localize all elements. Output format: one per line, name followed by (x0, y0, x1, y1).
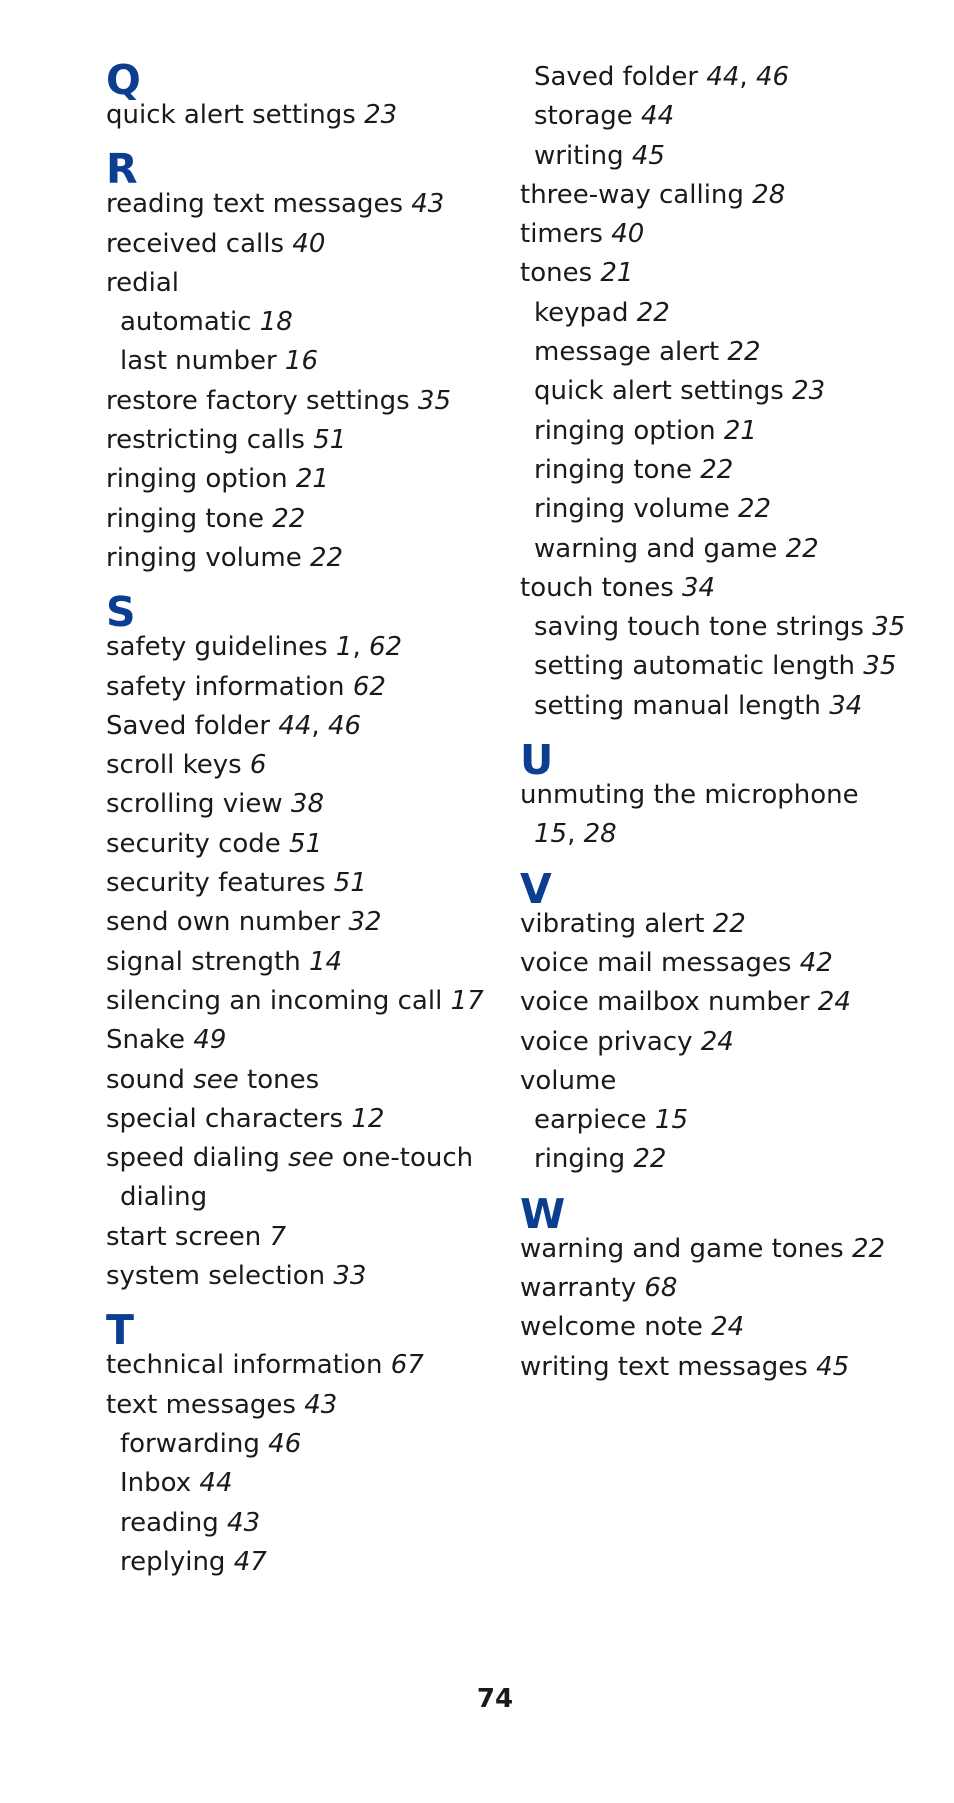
index-entry: ringing tone 22 (106, 503, 306, 534)
index-entry: text messages 43 (106, 1389, 338, 1420)
index-subentry: warning and game 22 (534, 533, 819, 564)
index-left-column (106, 58, 506, 1582)
index-entry: three-way calling 28 (520, 179, 786, 210)
index-subentry: quick alert settings 23 (534, 376, 826, 407)
index-entry: quick alert settings 23 (106, 100, 398, 130)
index-entry: vibrating alert 22 (520, 908, 746, 939)
index-entry: ringing volume 22 (106, 542, 344, 573)
index-entry: special characters 12 (106, 1103, 385, 1134)
index-subentry: setting automatic length 35 (534, 651, 897, 682)
index-entry: received calls 40 (106, 228, 326, 259)
index-entry: unmuting the microphone (520, 780, 859, 811)
index-entry: send own number 32 (106, 907, 382, 938)
index-right-column (520, 58, 940, 1387)
index-entry: safety information 62 (106, 671, 386, 702)
index-subentry: earpiece 15 (534, 1105, 688, 1136)
index-subentry: writing 45 (534, 140, 665, 171)
index-entry: silencing an incoming call 17 (106, 985, 484, 1016)
section-letter-q: Q (106, 56, 141, 104)
index-entry: voice privacy 24 (520, 1026, 734, 1057)
index-entry: redial (106, 267, 179, 298)
index-subentry: automatic 18 (120, 307, 293, 338)
index-entry: warranty 68 (520, 1273, 678, 1304)
index-entry: volume (520, 1065, 617, 1096)
index-entry: safety guidelines 1, 62 (106, 632, 403, 663)
index-entry: security code 51 (106, 828, 323, 859)
page-number: 74 (476, 1684, 514, 1714)
index-entry: scrolling view 38 (106, 789, 325, 820)
index-entry: welcome note 24 (520, 1312, 745, 1343)
index-subentry: message alert 22 (534, 337, 761, 368)
index-subentry: forwarding 46 (120, 1428, 302, 1459)
index-subentry: last number 16 (120, 346, 318, 377)
index-entry: warning and game tones 22 (520, 1233, 886, 1264)
index-entry: Saved folder 44, 46 (106, 710, 362, 741)
index-subentry: saving touch tone strings 35 (534, 612, 906, 643)
index-entry: security features 51 (106, 868, 367, 899)
index-subentry: storage 44 (534, 101, 675, 132)
index-entry: start screen 7 (106, 1221, 287, 1252)
index-subentry: replying 47 (120, 1546, 267, 1577)
index-subentry: setting manual length 34 (534, 690, 863, 721)
index-entry: timers 40 (520, 219, 645, 250)
index-entry: restricting calls 51 (106, 425, 347, 456)
index-subentry: ringing option 21 (534, 415, 757, 446)
index-entry: sound see tones (106, 1064, 320, 1095)
index-entry: ringing option 21 (106, 464, 329, 495)
index-entry: system selection 33 (106, 1261, 367, 1292)
index-entry-continuation: dialing (120, 1182, 208, 1213)
index-entry: voice mailbox number 24 (520, 987, 851, 1018)
index-subentry: Saved folder 44, 46 (534, 62, 790, 92)
index-subentry: Inbox 44 (120, 1468, 233, 1499)
index-entry-continuation: 15, 28 (534, 819, 617, 850)
section-letter-v: V (520, 864, 552, 913)
section-letter-u: U (520, 736, 554, 785)
index-subentry: ringing tone 22 (534, 454, 734, 485)
index-entry: touch tones 34 (520, 572, 716, 603)
index-entry: technical information 67 (106, 1350, 424, 1381)
section-letter-t: T (106, 1306, 134, 1355)
index-subentry: ringing 22 (534, 1144, 667, 1175)
section-letter-r: R (106, 145, 138, 194)
index-entry: scroll keys 6 (106, 750, 267, 781)
index-subentry: ringing volume 22 (534, 494, 772, 525)
index-entry: voice mail messages 42 (520, 947, 833, 978)
index-entry: speed dialing see one-touch (106, 1143, 474, 1174)
index-entry: tones 21 (520, 258, 634, 289)
index-entry: writing text messages 45 (520, 1351, 850, 1382)
index-entry: signal strength 14 (106, 946, 343, 977)
index-entry: restore factory settings 35 (106, 385, 452, 416)
index-subentry: reading 43 (120, 1507, 261, 1538)
index-entry: reading text messages 43 (106, 189, 445, 220)
section-letter-s: S (106, 588, 136, 637)
index-subentry: keypad 22 (534, 297, 670, 328)
section-letter-w: W (520, 1189, 566, 1238)
index-entry: Snake 49 (106, 1025, 227, 1056)
